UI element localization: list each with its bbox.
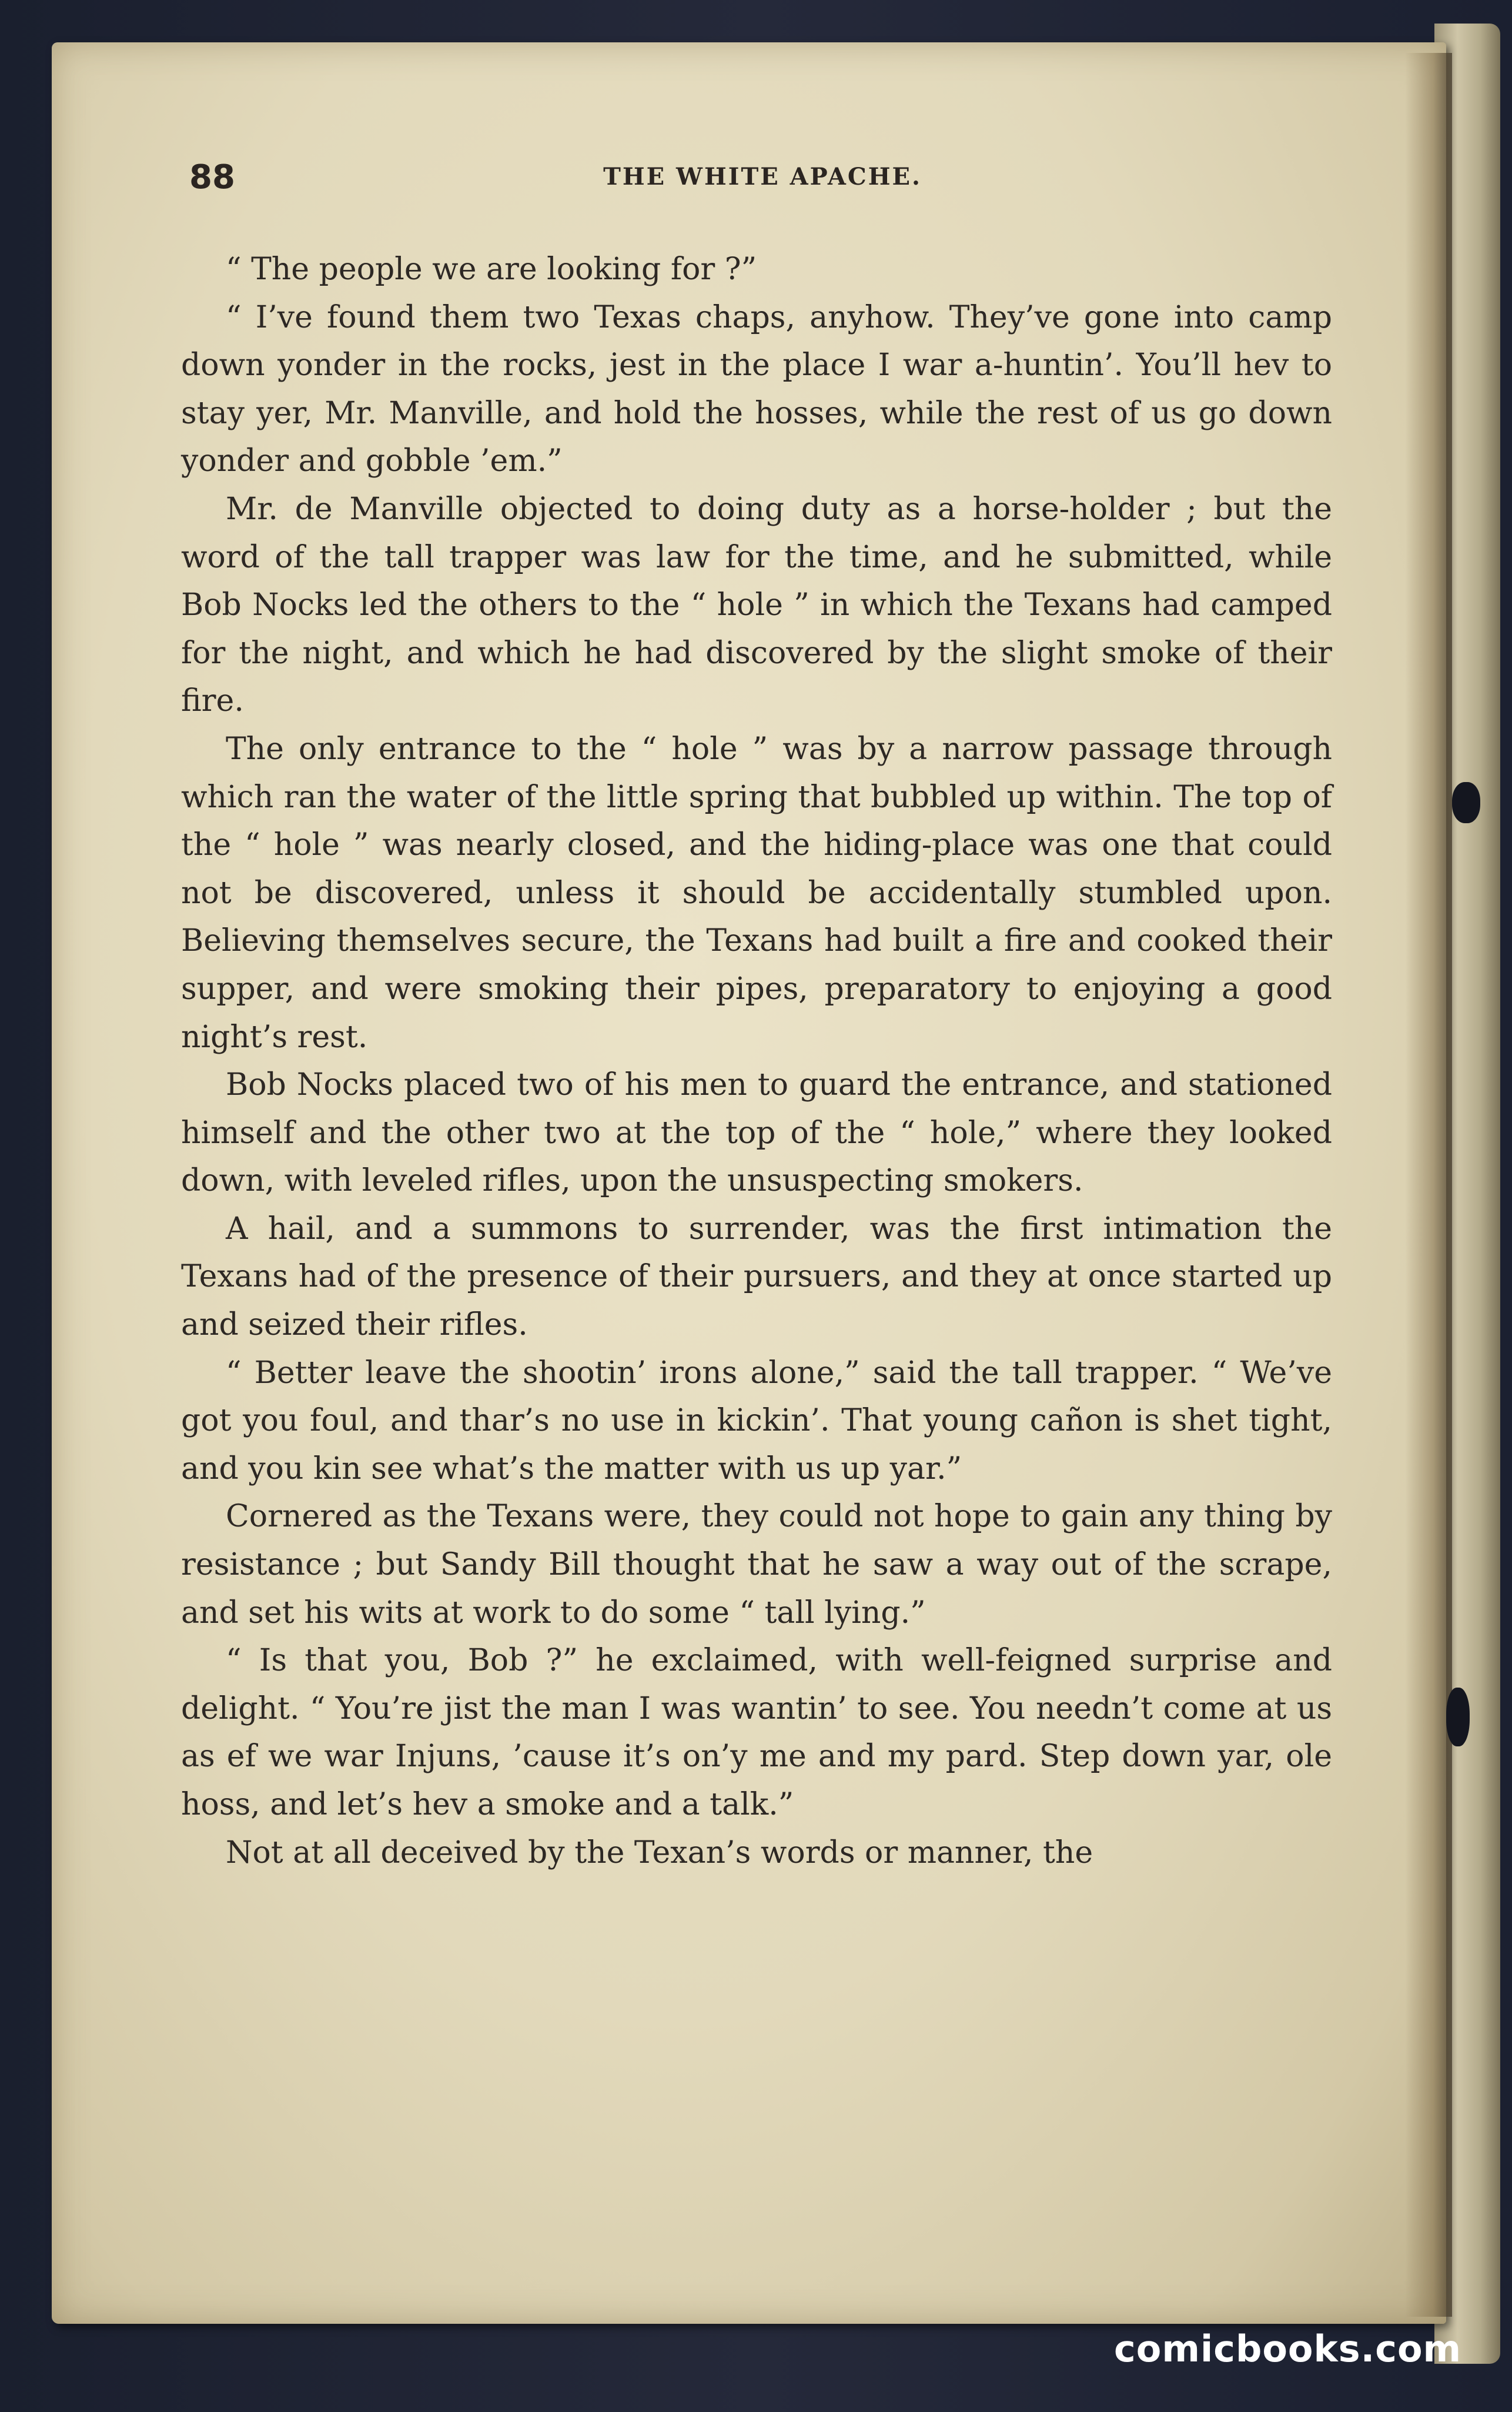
paragraph: “ Better leave the shootin’ irons alone,” said the tall trapper. “ We’ve got you foul, and thar’s no use in kickin’. That young cañon is shet tight, and you kin see what’s the matter with us up yar.” [181,1355,1332,1486]
paragraph: “ I’ve found them two Texas chaps, anyhow. They’ve gone into camp down yonder in the rocks, jest in the place I war a-huntin’. You’ll hev to stay yer, Mr. Manville, and hold the hosses, while the rest of us go down yonder and gobble ’em.” [181,299,1332,479]
binding-hole [1446,1688,1470,1746]
paragraph: The only entrance to the “ hole ” was by a narrow passage through which ran the water of the little spring that bubbled up within. The top of the “ hole ” was nearly closed, and the hiding-place was one that could not be discovered, unless it should be accidentally stumbled upon. Believing themselves secure, the Texans had built a fire and cooked their supper, and were smoking their pipes, preparatory to enjoying a good night’s rest. [181,731,1332,1055]
page-gutter-shadow [1405,53,1452,2317]
page-number: 88 [189,158,235,196]
running-head: THE WHITE APACHE. [603,163,922,191]
paragraph: “ The people we are looking for ?” [226,252,757,287]
paragraph: Mr. de Manville objected to doing duty as a horse-holder ; but the word of the tall trapper was law for the time, and he submitted, while Bob Nocks led the others to the “ hole ” in which the Texans had camped for the night, and which he had discovered by the slight smoke of their fire. [181,491,1332,719]
paragraph: Cornered as the Texans were, they could not hope to gain any thing by resistance ; but Sandy Bill thought that he saw a way out of the scrape, and set his wits at work to do some “ tall lying.” [181,1499,1332,1631]
body-text [181,246,1332,1877]
page-header [189,150,1336,209]
paragraph: A hail, and a summons to surrender, was the first intimation the Texans had of the presence of their pursuers, and they at once started up and seized their rifles. [181,1211,1332,1343]
paragraph: Bob Nocks placed two of his men to guard the entrance, and stationed himself and the other two at the top of the “ hole,” where they looked down, with leveled rifles, upon the unsuspecting smokers. [181,1067,1332,1199]
binding-hole [1452,782,1480,823]
paragraph: “ Is that you, Bob ?” he exclaimed, with well-feigned surprise and delight. “ You’re jist the man I was wantin’ to see. You needn’t come at us as ef we war Injuns, ’cause it’s on’y me and my pard. Step down yar, ole hoss, and let’s hev a smoke and a talk.” [181,1643,1332,1822]
watermark: comicbooks.com [1114,2327,1462,2370]
paragraph: Not at all deceived by the Texan’s words or manner, the [226,1835,1093,1870]
